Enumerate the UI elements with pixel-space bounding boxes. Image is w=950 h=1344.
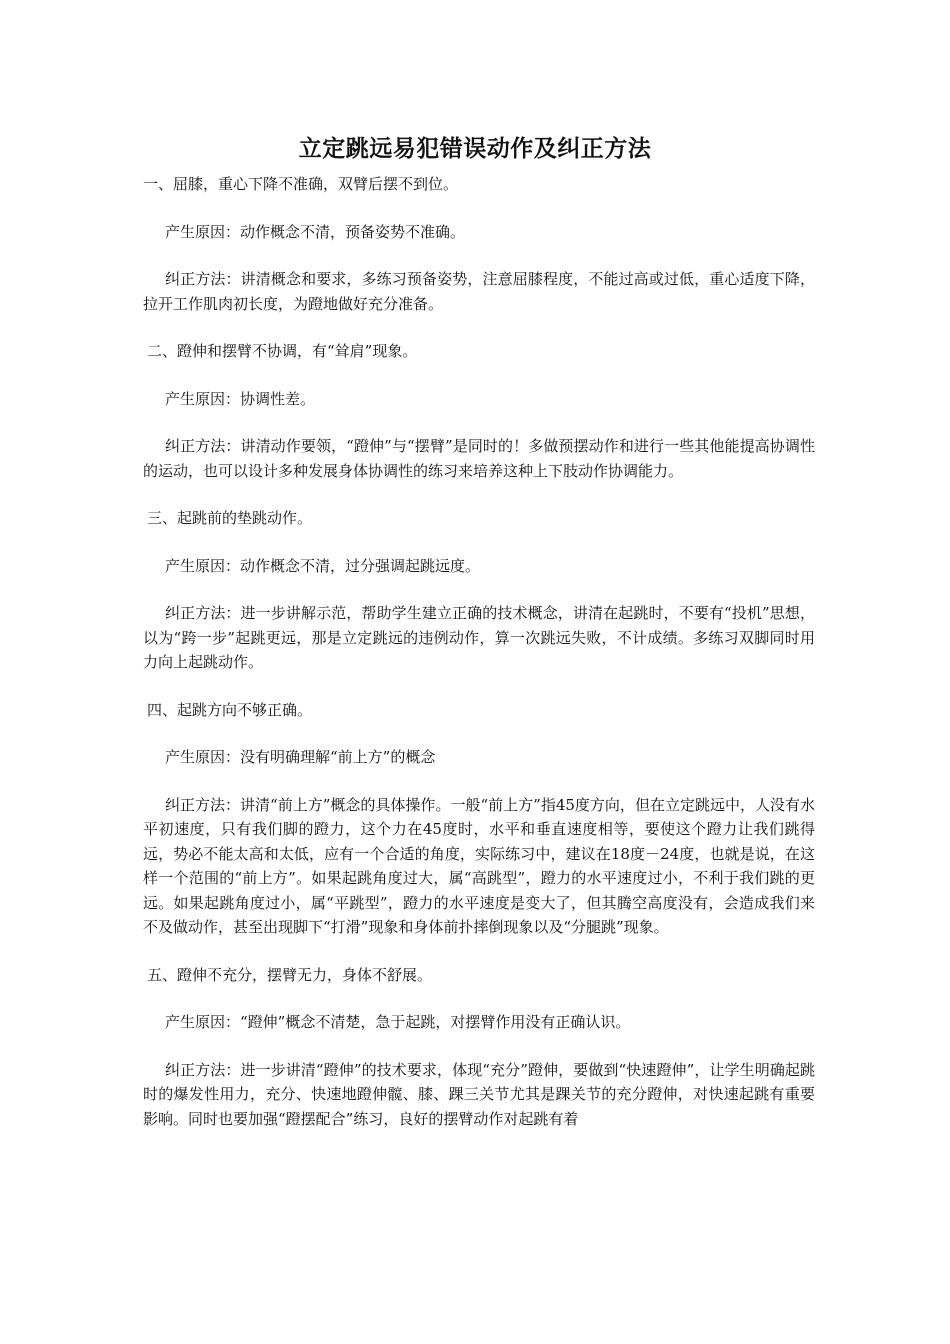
section-3-method: 纠正方法：进一步讲解示范，帮助学生建立正确的技术概念，讲清在起跳时，不要有“投机”思想，以为“跨一步”起跳更远，那是立定跳远的违例动作，算一次跳远失败，不计成绩。多练习双脚同时用力向上起跳动作。 (143, 604, 815, 671)
section-4-method: 纠正方法：讲清“前上方”概念的具体操作。一般“前上方”指45度方向，但在立定跳远中，人没有水平初速度，只有我们脚的蹬力，这个力在45度时，水平和垂直速度相等，要使这个蹬力让我们跳得远，势必不能太高和太低，应有一个合适的角度，实际练习中，建议在18度－24度，也就是说，在这样一个范围的“前上方”。如果起跳角度过大，属“高跳型”，蹬力的水平速度过小，不利于我们跳的更远。如果起跳角度过小，属“平跳型”，蹬力的水平速度是变大了，但其腾空高度没有，会造成我们来不及做动作，甚至出现脚下“打滑”现象和身体前扑摔倒现象以及“分腿跳”现象。 (143, 795, 815, 936)
document-body (143, 172, 815, 1131)
section-1-method: 纠正方法：讲清概念和要求，多练习预备姿势，注意屈膝程度，不能过高或过低，重心适度下降，拉开工作肌肉初长度，为蹬地做好充分准备。 (143, 270, 815, 313)
section-4-cause: 产生原因：没有明确理解“前上方”的概念 (165, 748, 436, 766)
section-2-cause: 产生原因：协调性差。 (165, 389, 316, 408)
section-1-heading: 一、屈膝，重心下降不准确，双臂后摆不到位。 (143, 175, 459, 193)
section-3-cause: 产生原因：动作概念不清，过分强调起跳远度。 (165, 556, 481, 575)
section-2-heading: 二、蹬伸和摆臂不协调，有“耸肩”现象。 (147, 342, 418, 360)
document-title: 立定跳远易犯错误动作及纠正方法 (298, 135, 652, 162)
section-5-cause: 产生原因：“蹬伸”概念不清楚，急于起跳，对摆臂作用没有正确认识。 (165, 1013, 631, 1031)
section-4-heading: 四、起跳方向不够正确。 (147, 700, 313, 719)
section-3-heading: 三、起跳前的垫跳动作。 (147, 509, 313, 527)
section-5-heading: 五、蹬伸不充分，摆臂无力，身体不舒展。 (147, 965, 433, 984)
section-2-method: 纠正方法：讲清动作要领，“蹬伸”与“摆臂”是同时的！多做预摆动作和进行一些其他能提高协调性的运动，也可以设计多种发展身体协调性的练习来培养这种上下肢动作协调能力。 (143, 437, 815, 480)
section-1-cause: 产生原因：动作概念不清，预备姿势不准确。 (165, 222, 466, 241)
section-5-method: 纠正方法：进一步讲清“蹬伸”的技术要求，体现“充分”蹬伸，要做到“快速蹬伸”，让学生明确起跳时的爆发性用力，充分、快速地蹬伸髋、膝、踝三关节尤其是踝关节的充分蹬伸，对快速起跳有重要影响。同时也要加强“蹬摆配合”练习，良好的摆臂动作对起跳有着 (143, 1060, 815, 1128)
